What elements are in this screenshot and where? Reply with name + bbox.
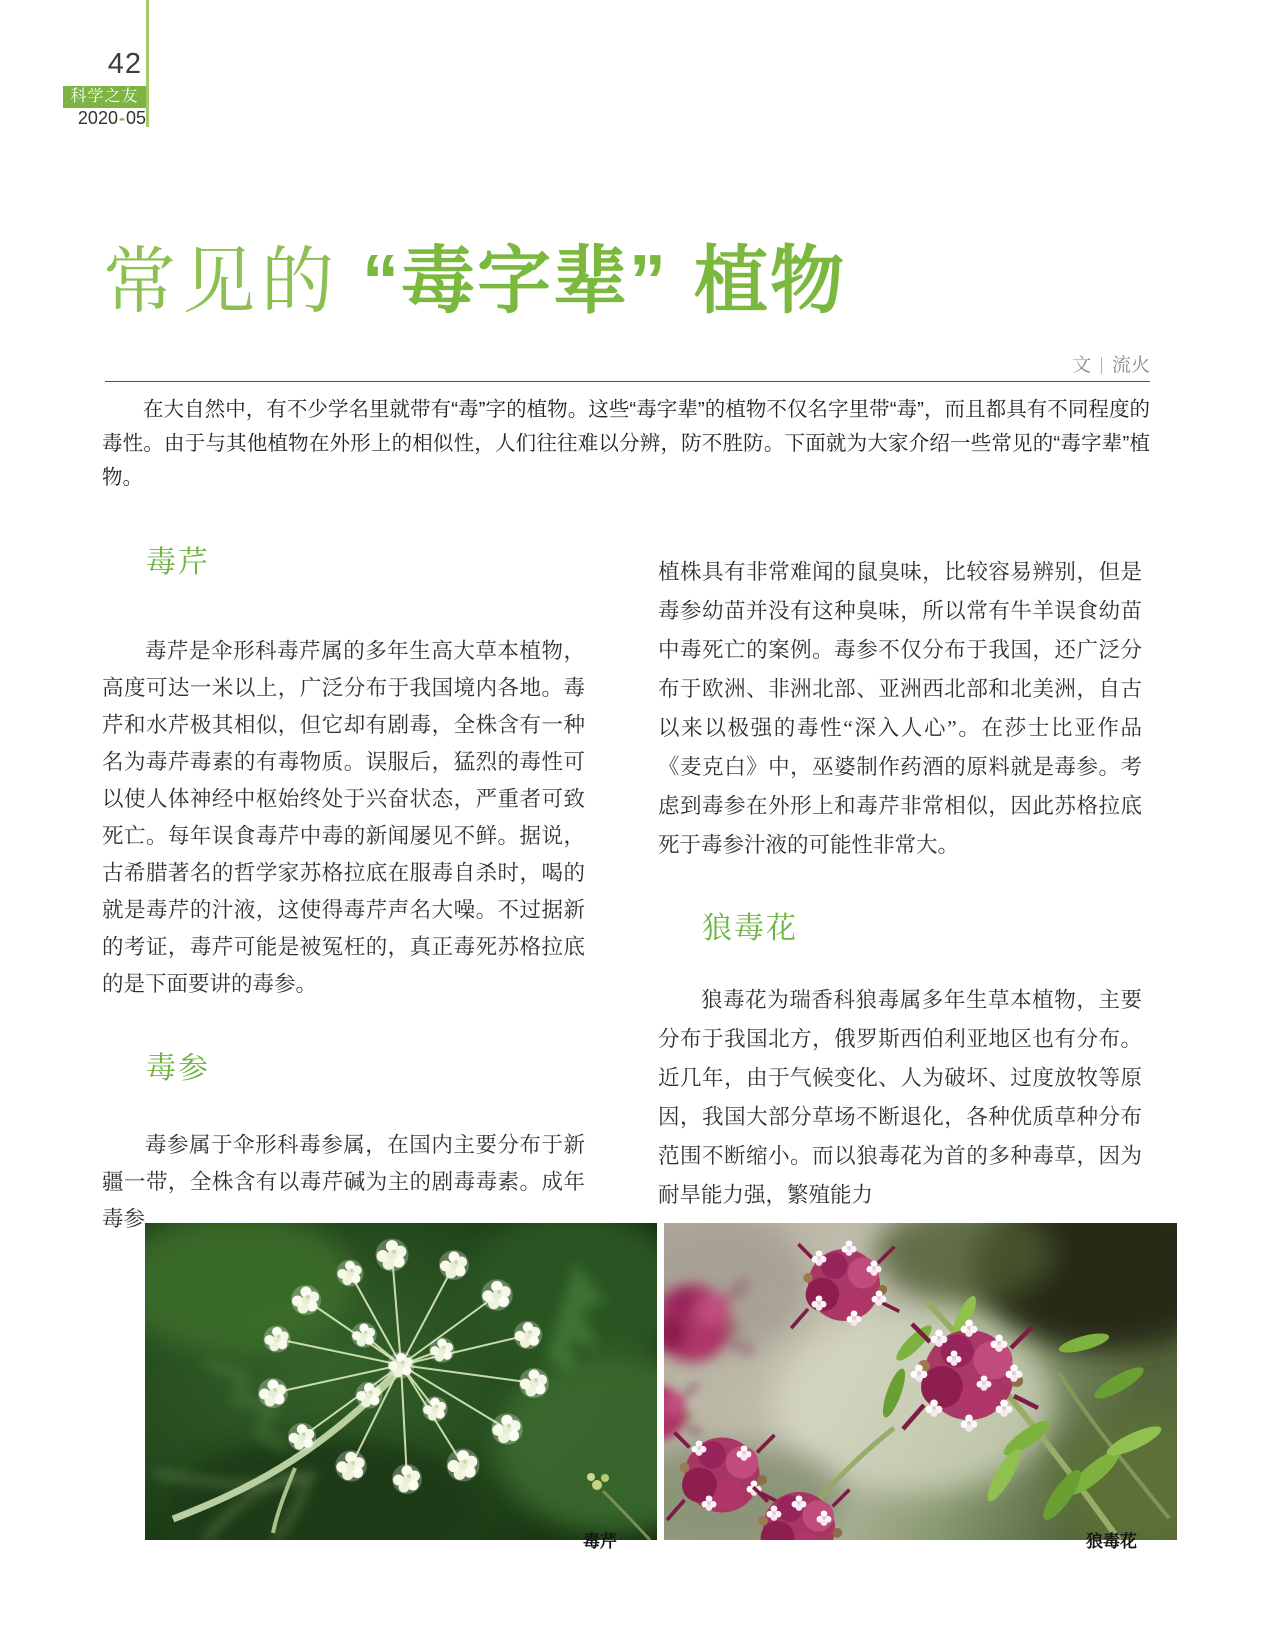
- issue-month: 05: [125, 108, 146, 128]
- byline-divider: [1101, 357, 1102, 374]
- issue-year: 2020: [77, 108, 118, 128]
- section-heading-duqin: 毒芹: [146, 546, 210, 579]
- issue-date: [56, 108, 146, 129]
- stellera-photo: [664, 1223, 1177, 1540]
- page-number: 42: [107, 48, 142, 80]
- section-heading-dushen: 毒参: [146, 1052, 210, 1085]
- article-title: [103, 239, 846, 322]
- title-bold-part: “毒字辈”: [362, 239, 668, 322]
- issue-separator: -: [118, 108, 125, 128]
- intro-paragraph: 在大自然中，有不少学名里就带有“毒”字的植物。这些“毒字辈”的植物不仅名字里带“毒”，而且都具有不同程度的毒性。由于与其他植物在外形上的相似性，人们往往难以分辨，防不胜防。下面就为大家介绍一些常见的“毒字辈”植物。: [102, 398, 1150, 489]
- dushen-paragraph-right: 植株具有非常难闻的鼠臭味，比较容易辨别，但是毒参幼苗并没有这种臭味，所以常有牛羊误食幼苗中毒死亡的案例。毒参不仅分布于我国，还广泛分布于欧洲、非洲北部、亚洲西北部和北美洲，自古以来以极强的毒性“深入人心”。在莎士比亚作品《麦克白》中，巫婆制作药酒的原料就是毒参。考虑到毒参在外形上和毒芹非常相似，因此苏格拉底死于毒参汁液的可能性非常大。: [658, 560, 1142, 857]
- byline-label: 文: [1071, 355, 1091, 376]
- caption-duqin: 毒芹: [583, 1532, 617, 1551]
- magazine-name: 科学之友: [70, 88, 139, 105]
- magazine-name-badge: [63, 86, 146, 108]
- poison-hemlock-photo: [145, 1223, 657, 1540]
- byline: [105, 350, 1150, 377]
- stellera-illustration: [664, 1223, 1177, 1540]
- poison-hemlock-illustration: [145, 1223, 657, 1540]
- section-heading-langduhua: 狼毒花: [702, 912, 798, 945]
- langduhua-paragraph: 狼毒花为瑞香科狼毒属多年生草本植物，主要分布于我国北方，俄罗斯西伯利亚地区也有分布。近几年，由于气候变化、人为破坏、过度放牧等原因，我国大部分草场不断退化，各种优质草种分布范围不断缩小。而以狼毒花为首的多种毒草，因为耐旱能力强，繁殖能力: [658, 988, 1142, 1207]
- duqin-paragraph: 毒芹是伞形科毒芹属的多年生高大草本植物，高度可达一米以上，广泛分布于我国境内各地。毒芹和水芹极其相似，但它却有剧毒，全株含有一种名为毒芹毒素的有毒物质。误服后，猛烈的毒性可以使人体神经中枢始终处于兴奋状态，严重者可致死亡。每年误食毒芹中毒的新闻屡见不鲜。据说，古希腊著名的哲学家苏格拉底在服毒自杀时，喝的就是毒芹的汁液，这使得毒芹声名大噪。不过据新的考证，毒芹可能是被冤枉的，真正毒死苏格拉底的是下面要讲的毒参。: [102, 639, 585, 996]
- caption-langduhua: 狼毒花: [1086, 1532, 1137, 1551]
- title-tail-part: 植物: [694, 239, 846, 322]
- right-column: [658, 545, 1142, 1215]
- header-rule: [105, 381, 1150, 382]
- title-light-part: 常见的: [103, 241, 340, 322]
- masthead-rule: [146, 0, 149, 127]
- dushen-paragraph-left: 毒参属于伞形科毒参属，在国内主要分布于新疆一带，全株含有以毒芹碱为主的剧毒毒素。成年毒参: [102, 1133, 585, 1231]
- left-column: [102, 545, 585, 1238]
- byline-author: 流火: [1111, 355, 1150, 376]
